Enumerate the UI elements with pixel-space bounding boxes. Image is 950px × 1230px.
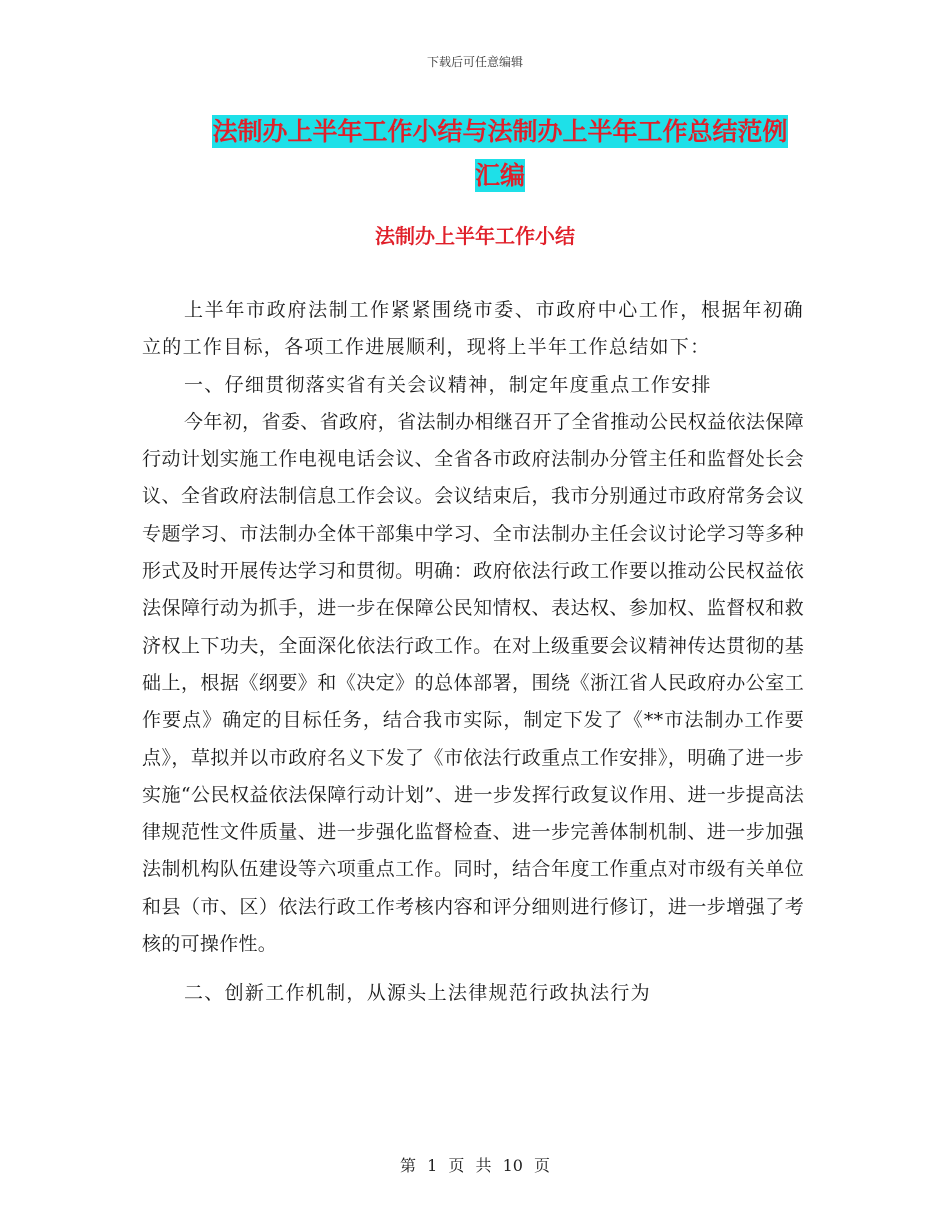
- paragraph-point-1: 今年初，省委、省政府，省法制办相继召开了全省推动公民权益依法保障行动计划实施工作电视电话会议、全省各市政府法制办分管主任和监督处长会议、全省政府法制信息工作会议。会议结束后，我市分别通过市政府常务会议专题学习、市法制办全体干部集中学习、全市法制办主任会议讨论学习等多种形式及时开展传达学习和贯彻。明确：政府依法行政工作要以推动公民权益依法保障行动为抓手，进一步在保障公民知情权、表达权、参加权、监督权和救济权上下功夫，全面深化依法行政工作。在对上级重要会议精神传达贯彻的基础上，根据《纲要》和《决定》的总体部署，围绕《浙江省人民政府办公室工作要点》确定的目标任务，结合我市实际，制定下发了《**市法制办工作要点》，草拟并以市政府名义下发了《市依法行政重点工作安排》，明确了进一步实施“公民权益依法保障行动计划”、进一步发挥行政复议作用、进一步提高法律规范性文件质量、进一步强化监督检查、进一步完善体制机制、进一步加强法制机构队伍建设等六项重点工作。同时，结合年度工作重点对市级有关单位和县（市、区）依法行政工作考核内容和评分细则进行修订，进一步增强了考核的可操作性。: [142, 410, 804, 956]
- footer-prefix: 第: [399, 1156, 416, 1175]
- page-total: 10: [502, 1156, 523, 1175]
- footer-total-unit: 页: [534, 1156, 551, 1175]
- footer-total-prefix: 共: [475, 1156, 492, 1175]
- paragraph-intro: 上半年市政府法制工作紧紧围绕市委、市政府中心工作，根据年初确立的工作目标，各项工作进展顺利，现将上半年工作总结如下：: [142, 299, 804, 359]
- heading-point-1: 一、仔细贯彻落实省有关会议精神，制定年度重点工作安排: [184, 373, 712, 396]
- section-title: 法制办上半年工作小结: [375, 224, 575, 248]
- document-body: [142, 292, 804, 1013]
- heading-point-2: 二、创新工作机制，从源头上法律规范行政执法行为: [184, 982, 651, 1005]
- document-title-line-2: 汇编: [474, 161, 525, 190]
- header-note: 下载后可任意编辑: [426, 55, 523, 69]
- document-title: [190, 110, 810, 198]
- page-number: 1: [427, 1156, 438, 1175]
- footer-page-unit: 页: [448, 1156, 465, 1175]
- document-title-line-1: 法制办上半年工作小结与法制办上半年工作总结范例: [212, 117, 788, 146]
- page-footer: [0, 1153, 950, 1176]
